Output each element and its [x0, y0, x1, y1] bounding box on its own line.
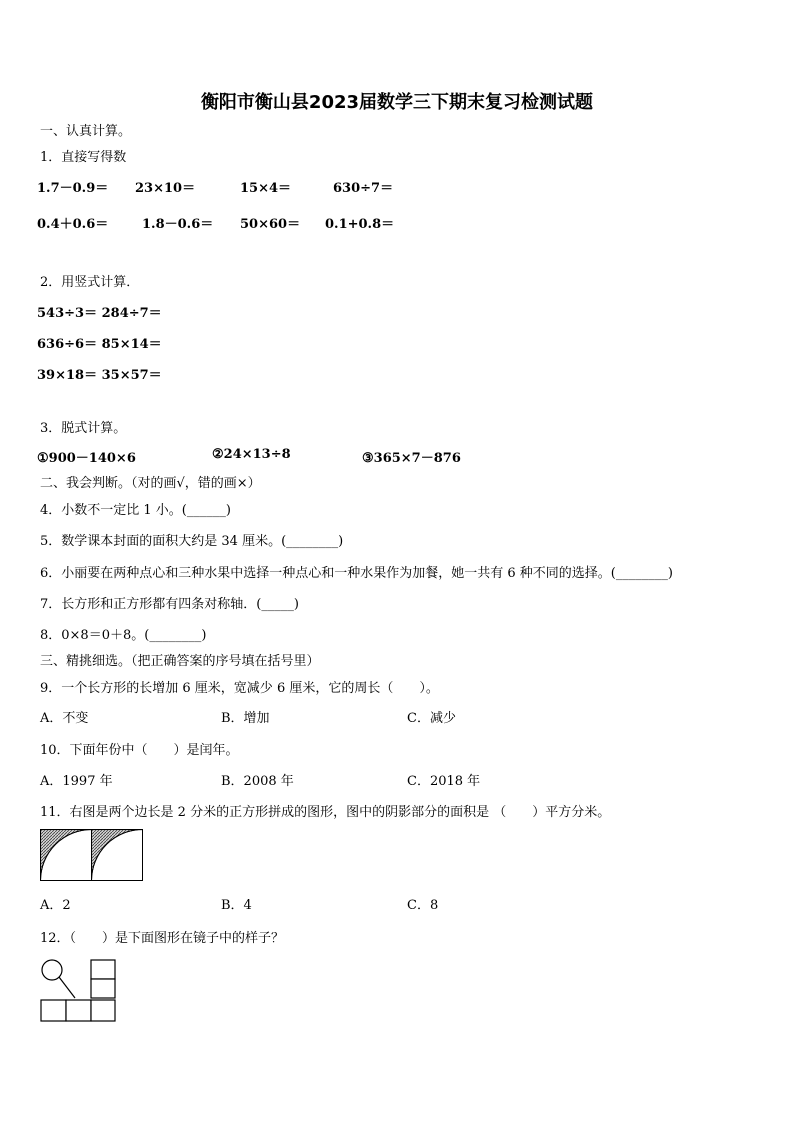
q2-row: 543÷3＝ 284÷7＝ — [37, 306, 162, 321]
q12-stem: 12．（ ）是下面图形在镜子中的样子？ — [40, 931, 285, 946]
judge-question: 6．小丽要在两种点心和三种水果中选择一种点心和一种水果作为加餐，她一共有 6 种不同的选择。(________) — [40, 566, 673, 581]
q11-shaded-squares-figure — [40, 829, 144, 881]
q1-expr: 0.1+0.8＝ — [325, 217, 395, 232]
q3-item: ①900－140×6 — [37, 451, 136, 466]
judge-question: 8．0×8＝0＋8。(________) — [40, 628, 207, 643]
page-title: 衡阳市衡山县2023届数学三下期末复习检测试题 — [200, 92, 594, 113]
q10-option: A．1997 年 — [40, 774, 113, 789]
section-2-heading: 二、我会判断。（对的画√，错的画×） — [40, 476, 261, 491]
q10-stem: 10．下面年份中（ ）是闰年。 — [40, 743, 239, 758]
q11-option: C．8 — [407, 898, 439, 913]
q3-item: ②24×13÷8 — [212, 447, 291, 462]
q1-expr: 0.4＋0.6＝ — [37, 217, 109, 232]
q11-option: B．4 — [221, 898, 252, 913]
q3-label: 3．脱式计算。 — [40, 421, 127, 436]
judge-question: 7．长方形和正方形都有四条对称轴．(_____) — [40, 597, 299, 612]
q1-expr: 1.8－0.6＝ — [142, 217, 214, 232]
q11-option: A．2 — [40, 898, 71, 913]
q10-option: C．2018 年 — [407, 774, 481, 789]
q9-option: C．减少 — [407, 711, 456, 726]
q9-option: B．增加 — [221, 711, 270, 726]
section-3-heading: 三、精挑细选。（把正确答案的序号填在括号里） — [40, 654, 320, 669]
q1-expr: 50×60＝ — [240, 217, 301, 232]
q9-stem: 9．一个长方形的长增加 6 厘米，宽减少 6 厘米，它的周长（ ）。 — [40, 681, 439, 696]
q1-expr: 23×10＝ — [135, 181, 196, 196]
section-1-heading: 一、认真计算。 — [40, 124, 132, 139]
q9-option: A．不变 — [40, 711, 89, 726]
q11-stem: 11．右图是两个边长是 2 分米的正方形拼成的图形，图中的阴影部分的面积是 （ ）平方分米。 — [40, 805, 611, 820]
judge-question: 5．数学课本封面的面积大约是 34 厘米。(________) — [40, 534, 344, 549]
q12-mirror-figure — [38, 958, 120, 1024]
q2-row: 636÷6＝ 85×14＝ — [37, 337, 162, 352]
judge-question: 4．小数不一定比 1 小。(______) — [40, 503, 231, 518]
q1-expr: 630÷7＝ — [333, 181, 394, 196]
q3-item: ③365×7－876 — [362, 451, 461, 466]
q2-label: 2．用竖式计算． — [40, 275, 140, 290]
q2-row: 39×18＝ 35×57＝ — [37, 368, 162, 383]
q10-option: B．2008 年 — [221, 774, 294, 789]
q1-expr: 15×4＝ — [240, 181, 292, 196]
q1-label: 1．直接写得数 — [40, 150, 127, 165]
q1-expr: 1.7－0.9＝ — [37, 181, 109, 196]
